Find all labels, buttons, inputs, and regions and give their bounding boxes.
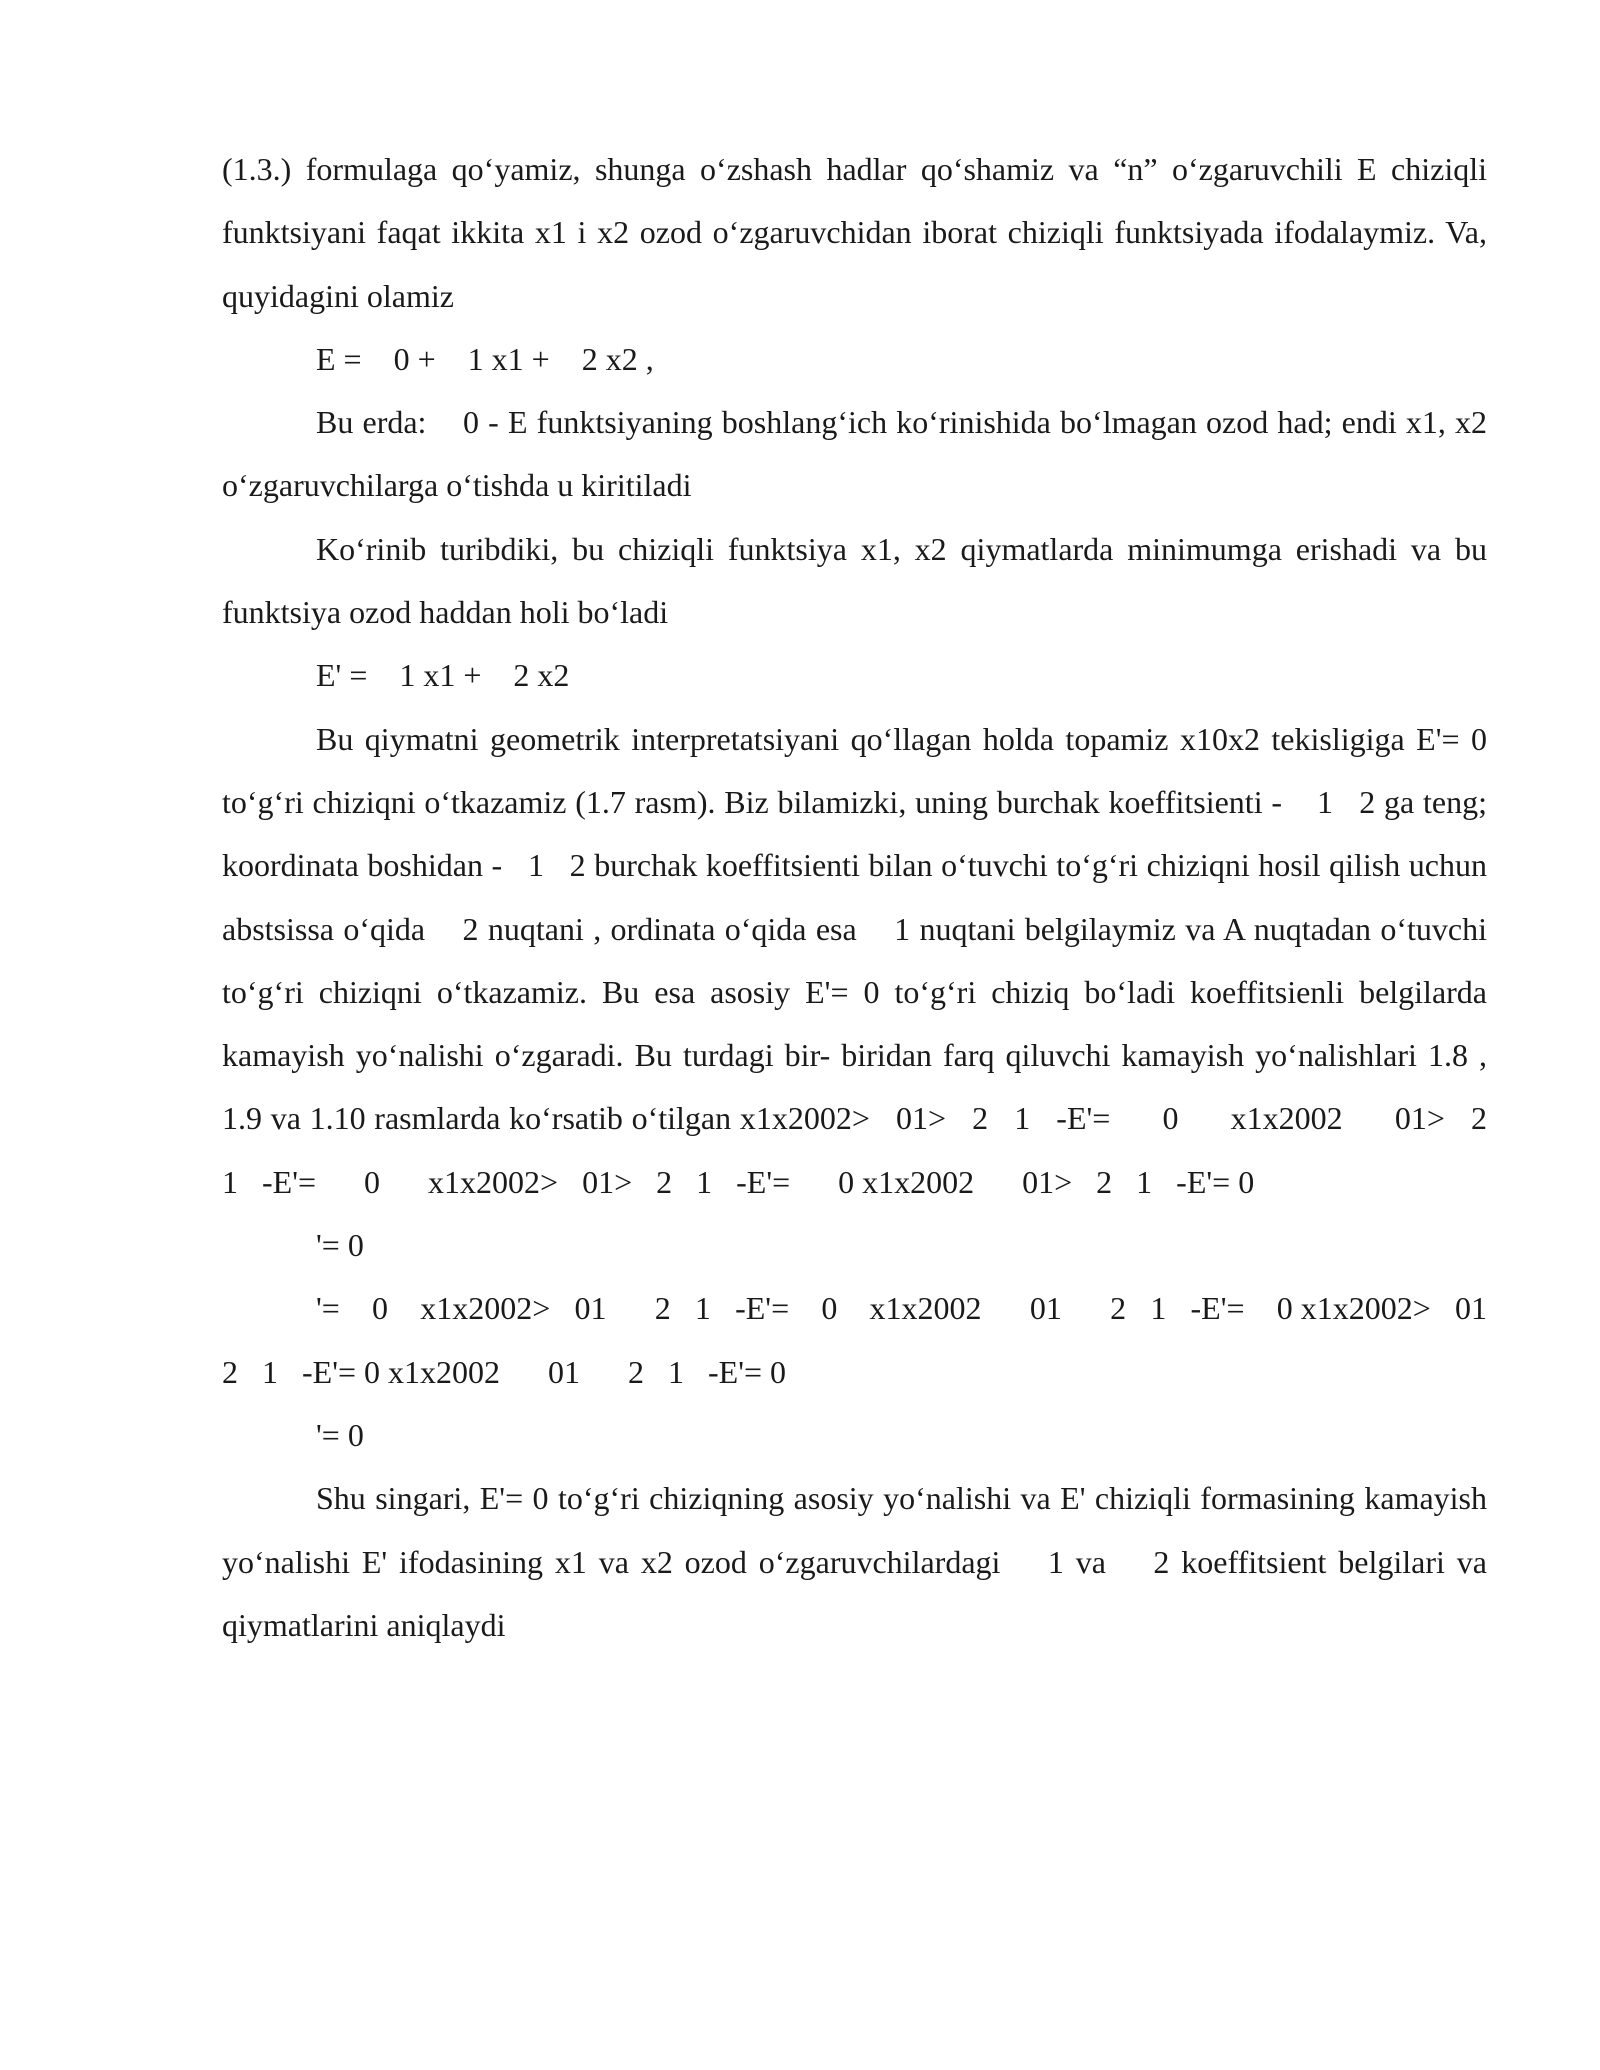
paragraph-conclusion: Shu singari, E'= 0 to‘g‘ri chiziqning asosiy yo‘nalishi va E' chiziqli formasining kamayish yo‘nalishi E' ifodasining x1 va x2 ozod o‘zgaruvchilardagi 1 va 2 koeffitsient belgilari va qiymatlarini aniqlaydi [222, 1480, 1495, 1643]
paragraph-geometric: Bu qiymatni geometrik interpretatsiyani qo‘llagan holda topamiz x10x2 tekisligiga E'= 0 to‘g‘ri chiziqni o‘tkazamiz (1.7 rasm). Biz bilamizki, uning burchak koeffitsienti - 1 2 ga teng; koordinata boshidan - 1 2 burchak koeffitsienti bilan o‘tuvchi to‘g‘ri chiziqni hosil qilish uchun abstsissa o‘qida 2 nuqtani , ordinata o‘qida esa 1 nuqtani belgilaymiz va A nuqtadan o‘tuvchi to‘g‘ri chiziqni o‘tkazamiz. Bu esa asosiy E'= 0 to‘g‘ri chiziq bo‘ladi koeffitsienli belgilarda kamayish yo‘nalishi o‘zgaradi. Bu turdagi bir- biridan farq qiluvchi kamayish yo‘nalishlari 1.8 , 1.9 va 1.10 rasmlarda ko‘rsatib o‘tilgan x1x2002> 01> 2 1 -E'= 0 x1x2002 01> 2 1 -E'= 0 x1x2002> 01> 2 1 -E'= 0 x1x2002 01> 2 1 -E'= 0 [222, 720, 1511, 1200]
paragraph-intro: (1.3.) formulaga qo‘yamiz, shunga o‘zshash hadlar qo‘shamiz va “n” o‘zgaruvchili E chiziqli funktsiyani faqat ikkita x1 i x2 ozod o‘zgaruvchidan iborat chiziqli funktsiyada ifodalaymiz. Va, quyidagini olamiz [222, 151, 1495, 314]
formula-e: E = 0 + 1 x1 + 2 x2 , [316, 340, 654, 377]
paragraph-free-term: Bu erda: 0 - E funktsiyaning boshlang‘ich ko‘rinishida bo‘lmagan ozod had; endi x1, x2 o‘zgaruvchilarga o‘tishda u kiritiladi [222, 404, 1495, 504]
formula-fragment-3: '= 0 [316, 1416, 364, 1453]
formula-fragment-2: '= 0 x1x2002> 01 2 1 -E'= 0 x1x2002 01 2 1 -E'= 0 x1x2002> 01 2 1 -E'= 0 x1x2002 01 2 1 -E'= 0 [222, 1290, 1535, 1390]
formula-e-prime: E' = 1 x1 + 2 x2 [316, 657, 570, 694]
formula-fragment-1: '= 0 [316, 1227, 364, 1264]
document-body [222, 138, 1535, 1657]
paragraph-minimum: Ko‘rinib turibdiki, bu chiziqli funktsiya x1, x2 qiymatlarda minimumga erishadi va bu funktsiya ozod haddan holi bo‘ladi [222, 530, 1495, 631]
